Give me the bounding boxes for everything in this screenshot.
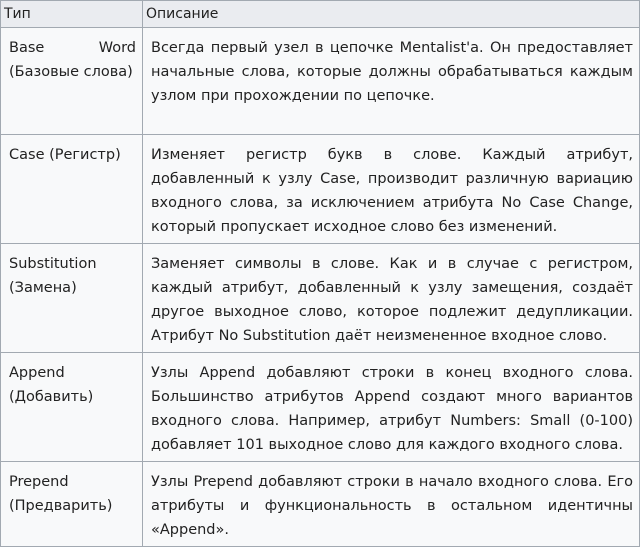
row-type-base-word: Base Word (Базовые слова) xyxy=(1,28,143,135)
row-description-substitution: Заменяет символы в слове. Как и в случае с регистром, каждый атрибут, добавленный к узлу замещения, создаёт другое выходное слово, которое подлежит дедупликации. Атрибут No Substitution даёт неизмененное входное слово. xyxy=(143,244,640,353)
row-type-append: Append (Добавить) xyxy=(1,353,143,462)
row-type-substitution: Substitution (Замена) xyxy=(1,244,143,353)
table-row xyxy=(1,244,640,353)
table-row xyxy=(1,353,640,462)
header-type: Тип xyxy=(1,1,143,28)
header-description: Описание xyxy=(143,1,640,28)
table-row xyxy=(1,135,640,244)
header-row xyxy=(1,1,640,28)
row-description-base-word: Всегда первый узел в цепочке Mentalist'а. Он предоставляет начальные слова, которые должны обрабатываться каждым узлом при прохождении по цепочке. xyxy=(143,28,640,135)
row-type-case: Case (Регистр) xyxy=(1,135,143,244)
row-description-case: Изменяет регистр букв в слове. Каждый атрибут, добавленный к узлу Case, производит различную вариацию входного слова, за исключением атрибута No Case Change, который пропускает исходное слово без изменений. xyxy=(143,135,640,244)
row-description-prepend: Узлы Prepend добавляют строки в начало входного слова. Его атрибуты и функциональность в остальном идентичны «Append». xyxy=(143,462,640,547)
row-description-append: Узлы Append добавляют строки в конец входного слова. Большинство атрибутов Append создают много вариантов входного слова. Например, атрибут Numbers: Small (0-100) добавляет 101 выходное слово для каждого входного слова. xyxy=(143,353,640,462)
table-row xyxy=(1,462,640,547)
table-row xyxy=(1,28,640,135)
row-type-prepend: Prepend (Предварить) xyxy=(1,462,143,547)
